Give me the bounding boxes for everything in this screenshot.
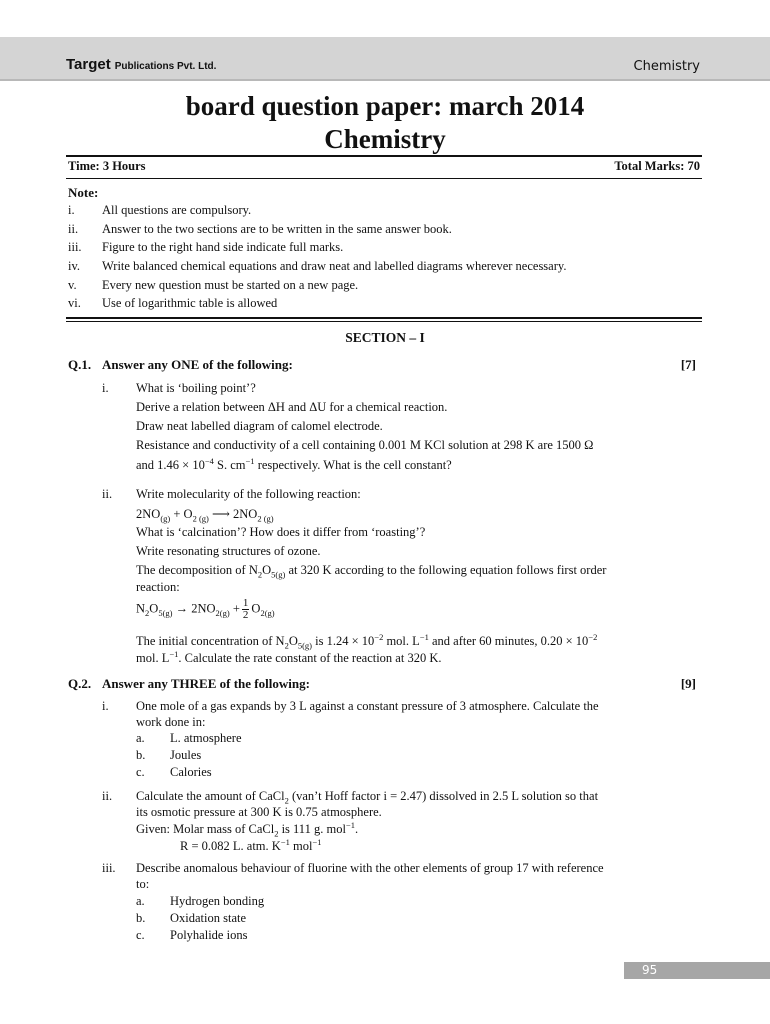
subscript: 5(g) — [158, 607, 173, 618]
option-letter: a. — [136, 731, 145, 745]
fraction-numerator: 1 — [242, 597, 249, 609]
note-text: Figure to the right hand side indicate full marks. — [102, 240, 344, 254]
subscript: 2 — [145, 607, 150, 618]
page-number: 95 — [642, 963, 658, 977]
divider-meta — [66, 178, 702, 179]
text-run: mol — [289, 839, 313, 853]
text-run: N — [136, 601, 146, 616]
option-letter: c. — [136, 928, 145, 942]
question-line: One mole of a gas expands by 3 L against a constant pressure of 3 atmosphere. Calculate the — [136, 699, 599, 713]
total-marks-label: Total Marks: 70 — [614, 159, 700, 173]
text-run: . — [354, 822, 359, 836]
publisher-logo — [66, 56, 216, 74]
question-number: Q.2. — [68, 676, 92, 691]
note-text: Answer to the two sections are to be written in the same answer book. — [102, 222, 452, 236]
superscript: −2 — [588, 631, 598, 642]
text-run: + O — [170, 507, 193, 521]
question-line: Write molecularity of the following reaction: — [136, 487, 361, 501]
text-run: O — [251, 601, 261, 616]
question-line: to: — [136, 877, 150, 891]
text-run: O — [262, 563, 272, 577]
subscript: 2(g) — [215, 607, 230, 618]
superscript: −1 — [419, 631, 429, 642]
text-run: + — [229, 601, 240, 616]
running-header — [0, 37, 770, 81]
option-text: Oxidation state — [170, 911, 247, 925]
paper-title: board question paper: march 2014 — [185, 91, 585, 121]
note-number: iv. — [68, 259, 81, 273]
note-text: Use of logarithmic table is allowed — [102, 296, 278, 310]
section-heading: SECTION – I — [345, 330, 425, 345]
question-line — [136, 563, 606, 578]
subscript: 2 — [284, 640, 289, 651]
text-run: and after 60 minutes, 0.20 × 10 — [428, 634, 589, 648]
option-letter: b. — [136, 748, 146, 762]
question-marks: [9] — [680, 676, 696, 691]
superscript: −1 — [312, 836, 322, 847]
question-line: Derive a relation between ΔH and ΔU for a chemical reaction. — [136, 400, 448, 414]
page-number-bar — [624, 962, 770, 979]
chemical-equation — [136, 506, 274, 522]
text-run: R = 0.082 L. atm. K — [180, 839, 281, 853]
question-line: Write resonating structures of ozone. — [136, 544, 321, 558]
text-run: and 1.46 × 10 — [136, 458, 205, 472]
text-run: Calculate the amount of CaCl — [136, 789, 285, 803]
superscript: −1 — [280, 836, 290, 847]
time-label: Time: 3 Hours — [68, 159, 146, 173]
superscript: −2 — [374, 631, 384, 642]
fraction — [242, 598, 250, 621]
subscript: 2 — [274, 828, 279, 839]
question-heading: Answer any THREE of the following: — [102, 676, 310, 691]
text-run: O — [288, 634, 298, 648]
text-run: O — [149, 601, 159, 616]
question-line: What is ‘boiling point’? — [136, 381, 256, 395]
option-text: Polyhalide ions — [170, 928, 248, 942]
option-letter: a. — [136, 894, 145, 908]
option-text: Hydrogen bonding — [170, 894, 265, 908]
question-line: its osmotic pressure at 300 K is 0.75 atmosphere. — [136, 805, 382, 819]
chemical-equation — [136, 598, 275, 621]
note-number: iii. — [68, 240, 82, 254]
option-text: L. atmosphere — [170, 731, 242, 745]
question-line: Describe anomalous behaviour of fluorine with the other elements of group 17 with reference — [136, 861, 604, 875]
note-number: v. — [68, 278, 77, 292]
option-text: Joules — [170, 748, 202, 762]
text-run: . Calculate the rate constant of the reaction at 320 K. — [178, 651, 442, 665]
text-run: Given: Molar mass of CaCl — [136, 822, 275, 836]
question-line — [180, 836, 322, 854]
subquestion-number: ii. — [102, 487, 113, 501]
subquestion-number: iii. — [102, 861, 116, 875]
text-run: ⟶ 2NO — [208, 507, 258, 521]
note-text: Write balanced chemical equations and draw neat and labelled diagrams wherever necessary. — [102, 259, 567, 273]
question-line: What is ‘calcination’? How does it differ from ‘roasting’? — [136, 525, 426, 539]
subject-tag: Chemistry — [633, 59, 700, 74]
option-text: Calories — [170, 765, 212, 779]
divider-notes-thin — [66, 321, 702, 322]
superscript: −1 — [169, 648, 179, 659]
question-line: work done in: — [136, 715, 206, 729]
subscript: 5(g) — [297, 640, 313, 651]
text-run: respectively. What is the cell constant? — [254, 458, 452, 472]
subscript: 2(g) — [260, 607, 275, 618]
text-run: at 320 K according to the following equation follows first order — [285, 563, 607, 577]
question-marks: [7] — [680, 357, 696, 372]
text-run: is 111 g. mol — [278, 822, 346, 836]
note-number: ii. — [68, 222, 79, 236]
question-line — [136, 819, 359, 839]
superscript: −1 — [345, 819, 355, 830]
text-run: is 1.24 × 10 — [312, 634, 375, 648]
text-run: The initial concentration of N — [136, 634, 285, 648]
note-number: vi. — [68, 296, 81, 310]
question-heading: Answer any ONE of the following: — [102, 357, 293, 372]
subscript: 2 (g) — [257, 513, 274, 524]
option-letter: c. — [136, 765, 145, 779]
question-line — [136, 455, 452, 473]
divider-top — [66, 155, 702, 157]
note-number: i. — [68, 203, 75, 217]
subscript: 5(g) — [271, 569, 286, 580]
text-run: mol. L — [383, 634, 420, 648]
subquestion-number: ii. — [102, 789, 113, 803]
question-line: Resistance and conductivity of a cell containing 0.001 M KCl solution at 298 K are 1500 Ω — [136, 438, 594, 452]
fraction-denominator: 2 — [242, 609, 249, 621]
text-run: 2NO — [136, 507, 161, 521]
text-run: mol. L — [136, 651, 170, 665]
question-number: Q.1. — [68, 357, 92, 372]
subscript: 2 — [257, 569, 263, 580]
text-run: S. cm — [213, 458, 246, 472]
question-line — [136, 789, 598, 804]
superscript: −4 — [204, 455, 214, 466]
question-line: reaction: — [136, 580, 180, 594]
brand-name: Target — [66, 56, 111, 73]
publisher-name: Publications Pvt. Ltd. — [114, 61, 217, 72]
subscript: 2 — [284, 795, 289, 806]
note-text: Every new question must be started on a new page. — [102, 278, 359, 292]
text-run: (van’t Hoff factor i = 2.47) dissolved in 2.5 L solution so that — [288, 789, 599, 803]
subquestion-number: i. — [102, 699, 109, 713]
text-run: The decomposition of N — [136, 563, 258, 577]
paper-subject: Chemistry — [324, 124, 446, 154]
option-letter: b. — [136, 911, 146, 925]
question-line: Draw neat labelled diagram of calomel electrode. — [136, 419, 383, 433]
subscript: 2 (g) — [192, 513, 209, 524]
text-run: → 2NO — [172, 601, 216, 616]
question-line — [136, 648, 442, 666]
note-text: All questions are compulsory. — [102, 203, 252, 217]
divider-notes-thick — [66, 317, 702, 319]
superscript: −1 — [245, 455, 255, 466]
subscript: (g) — [160, 513, 171, 524]
question-line — [136, 631, 598, 651]
subquestion-number: i. — [102, 381, 109, 395]
note-heading: Note: — [68, 185, 99, 200]
